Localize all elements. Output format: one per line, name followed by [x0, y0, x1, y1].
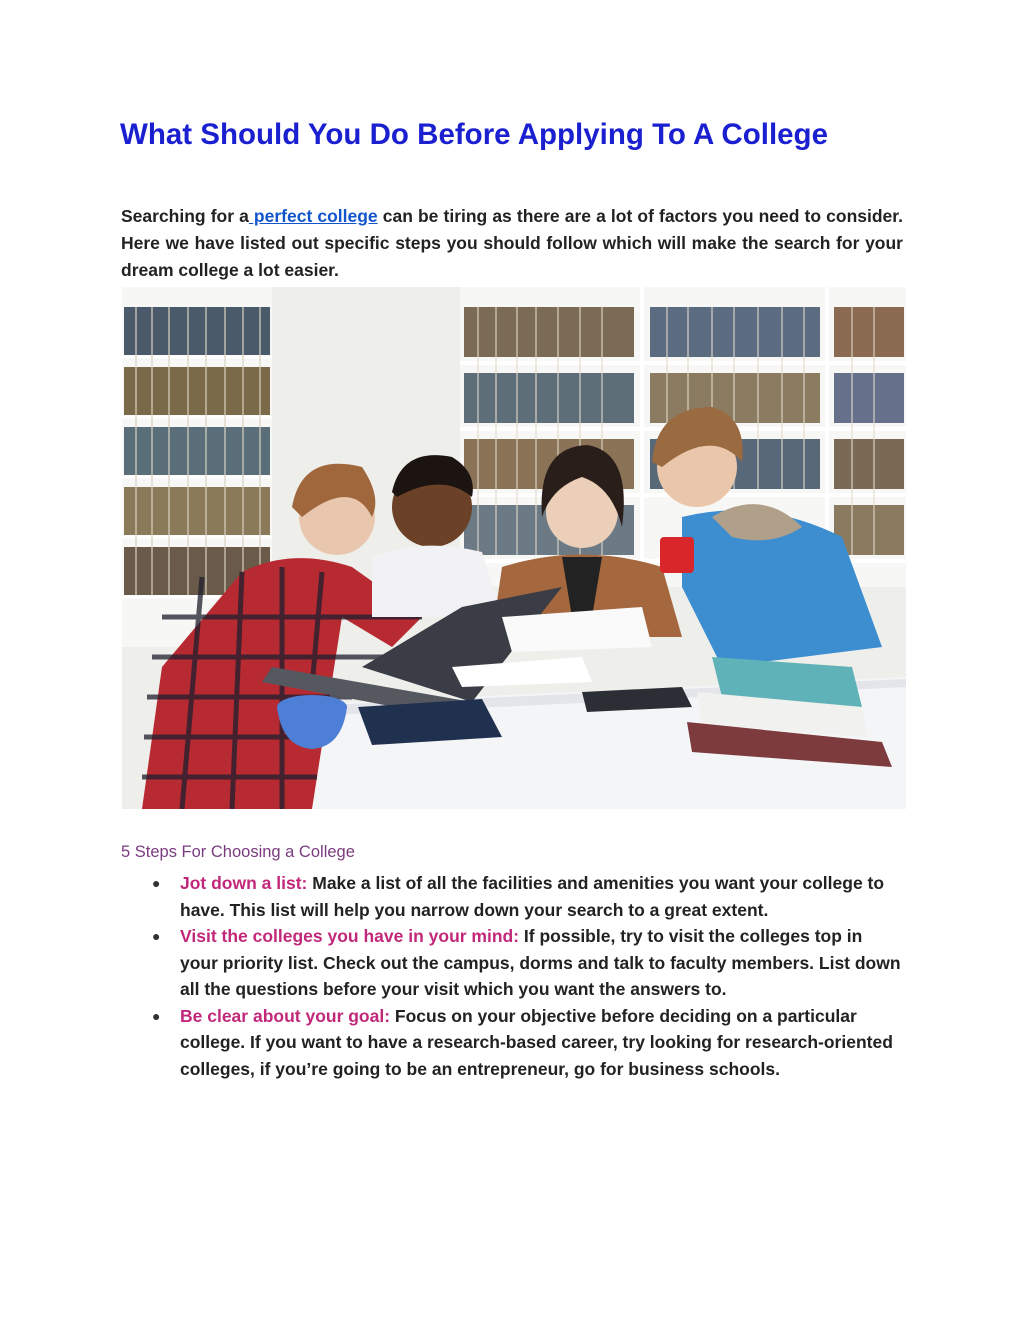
intro-paragraph: [121, 203, 903, 284]
intro-text-rest: can be tiring as there are a lot of factors you need to consider. Here we have listed out specific steps you should follow which will make the search for your dream college a lot easier.: [121, 206, 903, 280]
intro-text-start: Searching for a: [121, 206, 249, 226]
list-item: [152, 870, 904, 923]
list-item: [152, 923, 904, 1003]
step-text: If possible, try to visit the colleges top in your priority list. Check out the campus, dorms and talk to faculty members. List down all the questions before your visit which you want the answers to.: [180, 926, 901, 999]
bullet-icon: ●: [152, 875, 161, 891]
perfect-college-link[interactable]: perfect college: [248, 206, 378, 226]
step-lead: Jot down a list:: [180, 873, 308, 893]
bullet-icon: ●: [152, 1007, 161, 1024]
bullet-icon: ●: [152, 928, 161, 944]
steps-list: [152, 870, 904, 1082]
steps-subheading: 5 Steps For Choosing a College: [121, 843, 355, 861]
list-item: [152, 1003, 904, 1083]
students-library-photo: [122, 287, 906, 809]
page-title: What Should You Do Before Applying To A College: [120, 118, 828, 151]
step-text: Focus on your objective before deciding on a particular college. If you want to have a research-based career, try looking for research-oriented colleges, if you’re going to be an entrepreneur, go for business schools.: [180, 1005, 893, 1079]
step-text: Make a list of all the facilities and amenities you want your college to have. This list will help you narrow down your search to a great extent.: [180, 873, 885, 920]
step-lead: Visit the colleges you have in your mind:: [180, 926, 520, 946]
step-lead: Be clear about your goal:: [180, 1005, 391, 1026]
